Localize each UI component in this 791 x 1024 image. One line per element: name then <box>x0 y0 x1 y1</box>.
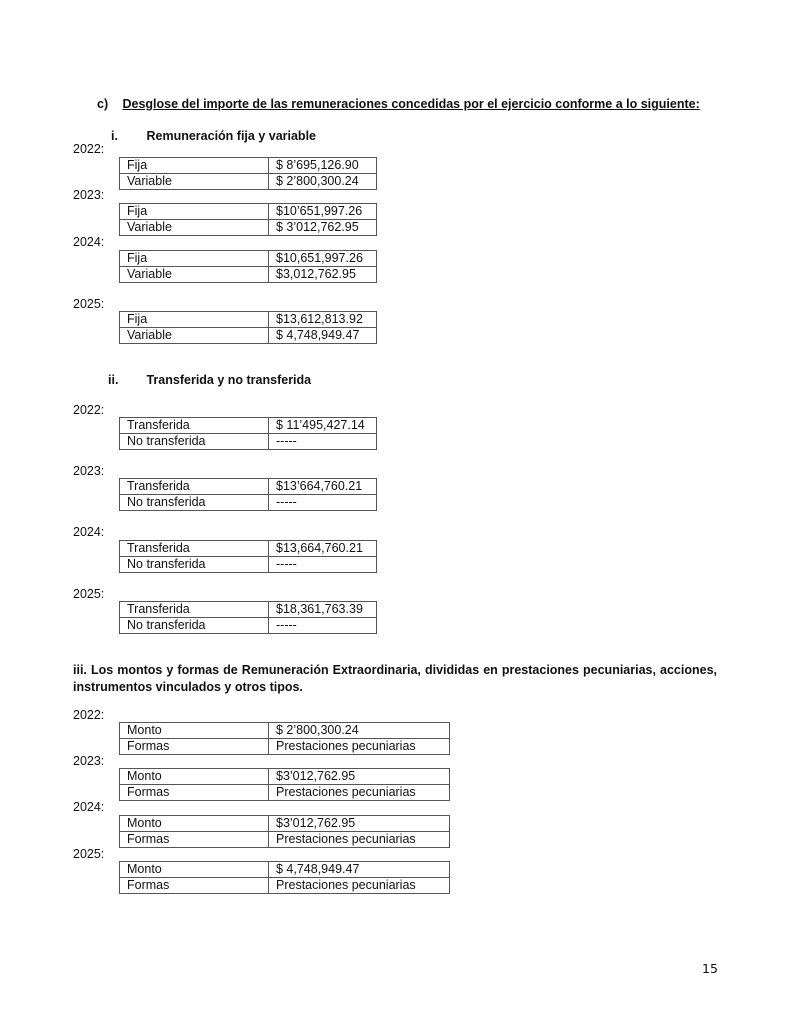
year-label: 2025: <box>73 847 105 861</box>
row-label: Monto <box>120 769 269 785</box>
row-value: Prestaciones pecuniarias <box>269 878 450 894</box>
section-c-title: Desglose del importe de las remuneraciones concedidas por el ejercicio conforme a lo siguiente: <box>122 97 700 111</box>
table-transferida-2022 <box>119 417 377 450</box>
row-value: $ 11’495,427.14 <box>269 418 377 434</box>
section-c-heading <box>97 97 700 111</box>
table-row <box>120 251 377 267</box>
row-value: $3’012,762.95 <box>269 769 450 785</box>
row-label: No transferida <box>120 434 269 450</box>
subsection-ii-heading <box>108 373 311 387</box>
row-value: Prestaciones pecuniarias <box>269 785 450 801</box>
row-value: $ 4,748,949.47 <box>269 862 450 878</box>
row-value: $ 4,748,949.47 <box>269 328 377 344</box>
row-label: No transferida <box>120 557 269 573</box>
year-label: 2024: <box>73 800 105 814</box>
table-extraordinaria-2023 <box>119 768 450 801</box>
table-fija-variable-2022 <box>119 157 377 190</box>
year-label: 2025: <box>73 297 105 311</box>
subsection-iii-heading: iii. Los montos y formas de Remuneración Extraordinaria, divididas en prestaciones pecuniarias, acciones, instrumentos vinculados y otros tipos. <box>73 663 717 694</box>
table-row <box>120 739 450 755</box>
table-row <box>120 220 377 236</box>
table-row <box>120 158 377 174</box>
row-value: ----- <box>269 557 377 573</box>
row-label: Variable <box>120 267 269 283</box>
table-row <box>120 541 377 557</box>
row-value: $13,612,813.92 <box>269 312 377 328</box>
row-label: Monto <box>120 723 269 739</box>
row-label: Fija <box>120 312 269 328</box>
table-row <box>120 832 450 848</box>
table-transferida-2023 <box>119 478 377 511</box>
row-value: $10’651,997.26 <box>269 204 377 220</box>
row-value: $13’664,760.21 <box>269 479 377 495</box>
table-row <box>120 418 377 434</box>
row-label: No transferida <box>120 618 269 634</box>
row-label: Formas <box>120 785 269 801</box>
row-value: Prestaciones pecuniarias <box>269 739 450 755</box>
table-fija-variable-2024 <box>119 250 377 283</box>
table-row <box>120 816 450 832</box>
subsection-i-heading <box>111 129 316 143</box>
row-label: Transferida <box>120 602 269 618</box>
row-label: Transferida <box>120 479 269 495</box>
row-value: $13,664,760.21 <box>269 541 377 557</box>
row-value: $ 3’012,762.95 <box>269 220 377 236</box>
year-label: 2023: <box>73 754 105 768</box>
row-label: Monto <box>120 816 269 832</box>
row-value: $3,012,762.95 <box>269 267 377 283</box>
row-value: $ 2’800,300.24 <box>269 723 450 739</box>
row-label: Variable <box>120 174 269 190</box>
year-label: 2022: <box>73 403 105 417</box>
row-value: ----- <box>269 618 377 634</box>
row-value: ----- <box>269 495 377 511</box>
table-row <box>120 769 450 785</box>
year-label: 2025: <box>73 587 105 601</box>
row-label: Monto <box>120 862 269 878</box>
table-row <box>120 602 377 618</box>
row-value: $ 8’695,126.90 <box>269 158 377 174</box>
table-row <box>120 434 377 450</box>
table-extraordinaria-2025 <box>119 861 450 894</box>
table-extraordinaria-2022 <box>119 722 450 755</box>
table-row <box>120 785 450 801</box>
row-label: Formas <box>120 878 269 894</box>
table-fija-variable-2025 <box>119 311 377 344</box>
table-row <box>120 618 377 634</box>
subsection-ii-title: Transferida y no transferida <box>146 373 312 387</box>
table-row <box>120 174 377 190</box>
row-label: Variable <box>120 220 269 236</box>
row-label: Transferida <box>120 541 269 557</box>
row-value: ----- <box>269 434 377 450</box>
subsection-i-label: i. <box>111 129 118 143</box>
table-row <box>120 328 377 344</box>
row-label: Variable <box>120 328 269 344</box>
year-label: 2022: <box>73 142 105 156</box>
table-transferida-2024 <box>119 540 377 573</box>
table-row <box>120 557 377 573</box>
year-label: 2023: <box>73 464 105 478</box>
year-label: 2022: <box>73 708 105 722</box>
table-row <box>120 723 450 739</box>
row-label: No transferida <box>120 495 269 511</box>
table-row <box>120 495 377 511</box>
row-label: Fija <box>120 158 269 174</box>
row-label: Fija <box>120 251 269 267</box>
table-row <box>120 204 377 220</box>
table-fija-variable-2023 <box>119 203 377 236</box>
table-transferida-2025 <box>119 601 377 634</box>
table-extraordinaria-2024 <box>119 815 450 848</box>
table-row <box>120 479 377 495</box>
row-value: $18,361,763.39 <box>269 602 377 618</box>
row-value: $ 2’800,300.24 <box>269 174 377 190</box>
subsection-ii-label: ii. <box>108 373 119 387</box>
table-row <box>120 312 377 328</box>
table-row <box>120 878 450 894</box>
year-label: 2023: <box>73 188 105 202</box>
row-label: Fija <box>120 204 269 220</box>
subsection-i-title: Remuneración fija y variable <box>146 129 316 143</box>
row-value: Prestaciones pecuniarias <box>269 832 450 848</box>
page-number: 15 <box>702 961 718 976</box>
year-label: 2024: <box>73 235 105 249</box>
table-row <box>120 267 377 283</box>
year-label: 2024: <box>73 525 105 539</box>
section-c-label: c) <box>97 97 109 111</box>
row-label: Formas <box>120 832 269 848</box>
table-row <box>120 862 450 878</box>
row-label: Transferida <box>120 418 269 434</box>
row-value: $10,651,997.26 <box>269 251 377 267</box>
row-label: Formas <box>120 739 269 755</box>
row-value: $3’012,762.95 <box>269 816 450 832</box>
